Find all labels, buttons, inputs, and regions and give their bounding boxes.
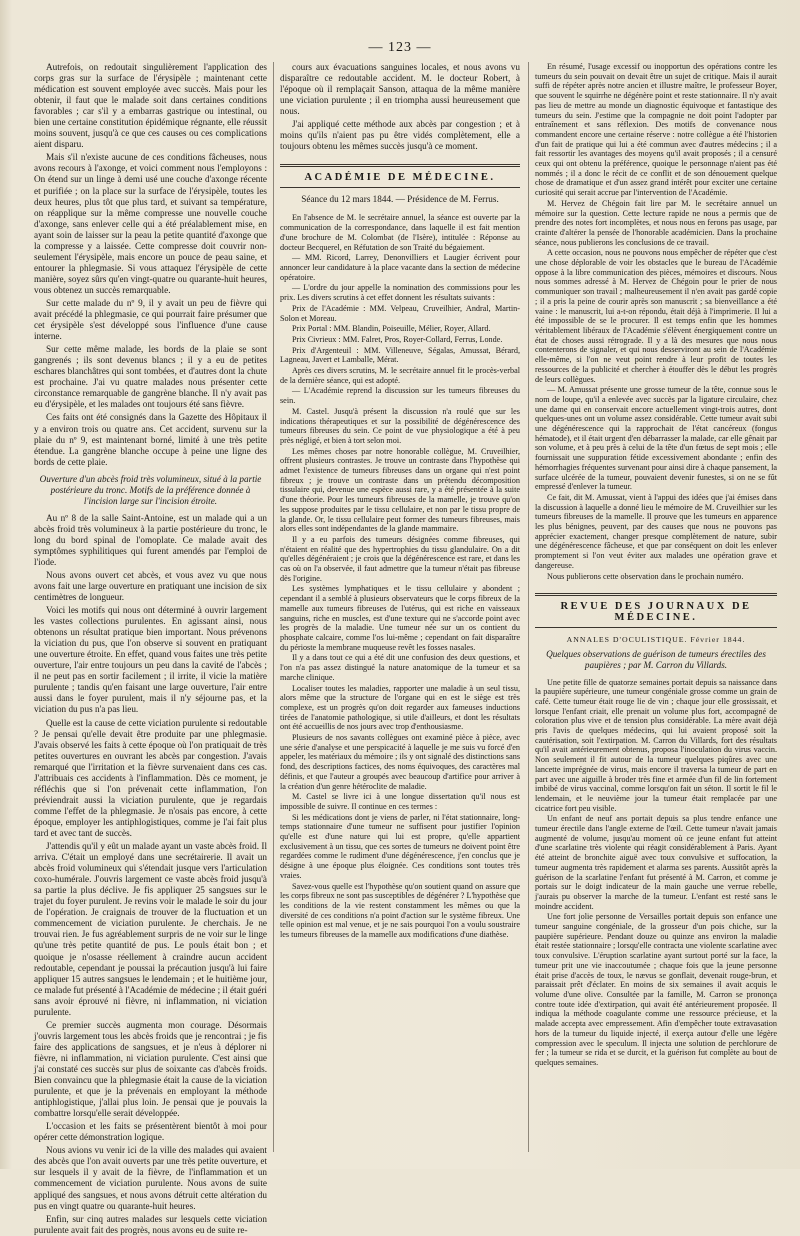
paragraph: Au nº 8 de la salle Saint-Antoine, est un malade qui a un abcès froid très volumineux à la partie postérieure du tronc, le long du bord spinal de l'omoplate. Ce malade avait des symptômes syphilitiques qui furent amendés par l'emploi de l'iode. <box>34 512 267 567</box>
paragraph: Mais s'il n'existe aucune de ces conditions fâcheuses, nous avons recours à l'axonge, et voici comment nous l'employons : On étend sur un linge à demi usé une couche d'axonge récente et purifiée ; on la place sur la surface de l'érysipèle, toutes les deux heures, plus tôt que plus tard, et suivant sa température, on réapplique sur la même compresse une nouvelle couche d'axonge, sans enlever celle qui a été préalablement mise, en ayant soin de laisser sur la peau la petite quantité d'axonge que la compresse y a laissée. Cette compresse doit couvrir non-seulement l'érysipèle, mais encore un pouce de peau saine, et entourer la phlegmasie. Si vous attaquez l'érysipèle de cette manière, soyez sûrs qu'en vingt-quatre ou quarante-huit heures, vous obtenez un succès remarquable. <box>34 152 267 295</box>
paragraph: Quelle est la cause de cette viciation purulente si redoutable ? Je pensai qu'elle devait être produite par une phlegmasie. J'avais observé les faits à cette époque où l'on pratiquait de très petites ouvertures en ouvrant les abcès par congestion. J'avais remarqué que l'irritation et la fièvre survenaient dans ces cas. J'attribuais ces accidents à l'inflammation. Dès ce moment, je réfléchis que si l'on prévenait cette inflammation, l'on préviendrait aussi la viciation purulente, que je regardais comme l'effet de la phlegmasie. Je n'osais pas encore, à cette époque, employer les antiphlogistiques, comme je l'ai fait plus tard et avec tant de succès. <box>34 717 267 838</box>
paragraph: Une fort jolie personne de Versailles portait depuis son enfance une tumeur sanguine congéniale, de la grosseur d'un pois chiche, sur la paupière supérieure. Pendant douze ou quinze ans environ la maladie était restée stationnaire ; lorsqu'elle contracta une violente scarlatine avec toux convulsive. L'éruption scarlatine ayant surtout porté sur la face, la tumeur prit une vie inaccoutumée ; chaque fois que la jeune personne était prise d'accès de toux, le nævus se gonflait, devenait rouge-brun, et paraissait prêt d'éclater. En moins de six semaines il avait acquis le volume d'une olive. Consultée par la famille, M. Carron se prononça contre toute idée d'extirpation, qui avait été antérieurement proposée. Il indiqua la méthode coagulante comme une ressource précieuse, et la malade accepta avec empressement. Afin d'empêcher toute extravasation hors de la tumeur du liquide injecté, il exerça autour d'elle une légère compression avec le speculum. Il injecta une solution de perchlorure de fer ; la tumeur se rida et se durcit, et la guérison fut complète au bout de quelques semaines. <box>535 912 777 1067</box>
paragraph: Nous avons ouvert cet abcès, et vous avez vu que nous avons fait une large ouverture en pratiquant une incision de six centimètres de longueur. <box>34 569 267 603</box>
paragraph: M. Castel se livre ici à une longue dissertation qu'il nous est impossible de suivre. Il continue en ces termes : <box>280 792 520 811</box>
column-left <box>34 62 268 1235</box>
paragraph: Ces faits ont été consignés dans la Gazette des Hôpitaux il y a environ trois ou quatre ans. Cet accident, survenu sur la plaie du nº 9, est maintenant borné, limité à une très petite étendue. La gangrène blanche occupe à peine une ligne des bords de cette plaie. <box>34 412 267 467</box>
paragraph: Plusieurs de nos savants collègues ont examiné pièce à pièce, avec une série d'analyse et une perspicacité à laquelle je me suis vu forcé d'en appeler, les matériaux du mémoire ; ils y ont signalé des distinctions sans fond, des descriptions factices, des noms équivoques, des caractères mal définis, et que l'auteur a groupés avec beaucoup d'artifice pour arriver à la création d'un genre hétéroclite de maladie. <box>280 733 521 791</box>
article-title: Quelques observations de guérison de tumeurs érectiles des paupières ; par M. Carron du Villards. <box>546 649 766 671</box>
paragraph: Enfin, sur cinq autres malades sur lesquels cette viciation purulente avait fait des progrès, nous avons eu de suite re- <box>34 1213 267 1235</box>
paragraph: — MM. Ricord, Larrey, Denonvilliers et Laugier écrivent pour annoncer leur candidature à la place vacante dans la section de médecine opératoire. <box>280 253 520 282</box>
paragraph: Les mêmes choses par notre honorable collègue, M. Cruveilhier, offrent plusieurs contrastes. Je trouve un contraste dans l'hypothèse qui admet l'existence de tumeurs fibreuses dans un organe qui n'est point fibreux ; je trouve un contraste dans un prétendu décomposition tissulaire qui, devenue une espèce aussi rare, y a été présentée à la suite d'une théorie. Pour les tumeurs fibreuses de la mamelle, je trouve qu'on les suppose produites par le tissu cellulaire, et non par le tissu propre de la glande. Or, le tissu cellulaire peut former des tumeurs fibreuses, mais alors elles sont indépendantes de la glande mammaire. <box>280 446 520 534</box>
paragraph: Il y a dans tout ce qui a été dit une confusion des deux questions, et l'on n'a pas assez distingué la nature anatomique de la tumeur et sa marche clinique. <box>280 653 520 682</box>
paragraph: Si les médications dont je viens de parler, ni l'état stationnaire, long-temps stationnaire d'une tumeur ne suffisent pour justifier l'opinion qu'elle est d'une nature qui lui est propre, qu'elle appartient exclusivement à un tissu, que ces sortes de tumeurs ne doivent point être regardées comme le rudiment d'une dégénérescence, j'en conclus que je désigne à une époque plus éloignée. Ces conditions sont toutes très vraies. <box>280 812 520 880</box>
column-middle <box>280 62 520 1158</box>
paragraph: Voici les motifs qui nous ont déterminé à ouvrir largement les vastes collections purulentes. En agissant ainsi, nous obtenons un résultat pratique bien important. Nous prévenons la viciation du pus, que l'on observe si souvent en pratiquant une ouverture étroite. En effet, quand vous faites une très petite ouverture, l'air entre toujours un peu dans la cavité de l'abcès ; il ne peut pas en sortir facilement ; il irrite, il vicie la matière purulente ; tandis qu'en faisant une large ouverture, l'air entre aussi dans le foyer purulent, mais il n'y séjourne pas, et la viciation du pus n'a pas lieu. <box>34 605 268 715</box>
paragraph: — M. Amussat présente une grosse tumeur de la tête, connue sous le nom de loupe, qu'il a enlevée avec succès par la ligature circulaire, chez une dame qui en conservait encore actuellement vingt-trois autres, dont quelques-unes ont un volume assez considérable. Cette tumeur avait subi une dégénérescence qui la rapprochait de l'état cancéreux (fongus hématode), et il était urgent d'en débarrasser la malade, car elle gênait par son volume, et à peu près à celui de la tête d'un fœtus de sept mois ; elle fournissait une suppuration fétide excessivement abondante ; enfin des hémorrhagies fréquentes survenant pour ainsi dire à chaque pansement, la surface ulcérée de la tumeur, pouvaient devenir funestes, si on ne se fût empressé d'enlever la tumeur. <box>535 385 777 492</box>
paragraph: Après ces divers scrutins, M. le secrétaire annuel fit le procès-verbal de la dernière séance, qui est adopté. <box>280 366 520 385</box>
paragraph: L'occasion et les faits se présentèrent bientôt à moi pour opérer cette démonstration logique. <box>34 1121 267 1143</box>
paragraph: Ce fait, dit M. Amussat, vient à l'appui des idées que j'ai émises dans la discussion à laquelle a donné lieu le mémoire de M. Cruveilhier sur les tumeurs fibreuses de la mamelle. Il prouve que les tumeurs en apparence les plus bénignes, peuvent, par des causes que nous ne pouvons pas apprécier exactement, changer presque complètement de nature, subir une dégénérescence fâcheuse, et que par conséquent on doit les enlever promptement si l'on veut éviter aux malades une opération grave et dangereuse. <box>535 492 777 570</box>
page-number: — 123 — <box>368 40 432 55</box>
paragraph: Ce premier succès augmenta mon courage. Désormais j'ouvris largement tous les abcès froids que je rencontrai ; je fis faire des applications de sangsues, et je n'eus à déplorer ni fièvre, ni inflammation, ni viciation purulente. C'est ainsi que j'ai constaté ces succès sur plus de soixante cas d'abcès froids. Bien convaincu que la phlegmasie était la cause de la viciation purulente, et que je la prévenais en employant la méthode antiphlogistique, j'allai plus loin. Je pensai que je pouvais la combattre lorsqu'elle serait développée. <box>34 1019 267 1119</box>
paragraph: Sur cette même malade, les bords de la plaie se sont gangrenés ; ils sont devenus blancs ; il y a eu de petites eschares blanchâtres qui sont tombées, et d'autres dont la chute est prochaine. J'ai vu quatre malades nous présenter cette circonstance remarquable de gangrène blanche. Il n'y avait pas eu d'érysipèle, et les malades ont toujours été sans fièvre. <box>34 344 267 410</box>
paragraph: M. Castel. Jusqu'à présent la discussion n'a roulé que sur les indications thérapeutiques et sur la possibilité de dégénérescence des tumeurs fibreuses du sein. Ce point de vue physiologique a été à peu près négligé, et bien à tort selon moi. <box>280 406 520 445</box>
section-subhead: Ouverture d'un abcès froid très volumineux, situé à la partie postérieure du tronc. Motifs de la préférence donnée à l'incision large sur l'incision étroite. <box>39 473 262 506</box>
paragraph: En résumé, l'usage excessif ou inopportun des opérations contre les tumeurs du sein pouvait on devait être un sujet de critique. Mais il aurait suffi de répéter après notre ancien et illustre maître, le professeur Boyer, que souvent le squirrhe ne dégénère point et reste stationnaire. Il n'y avait pas lieu de mettre au monde un diagnostic équivoque et fantastique des tumeurs du sein. J'estime que la compagnie ne doit point l'adopter par entraînement et sans réflexion. Des motifs de convenance nous commandent encore une certaine réserve : notre collègue a été l'historien d'un fait de pratique qui lui a été commun avec d'autres médecins ; il a fait ressortir les avantages des moyens qu'il avait proposés ; il a censuré ceux qui ont obtenu la préférence, quoique le personnage n'aient pas été nommés ; il a donc le récit de ce conflit et de son dénouement quelque chose de dramatique et d'un assez grand intérêt pour exciter une certaine curiosité qui serait accrue par l'intervention de l'Académie. <box>535 62 777 198</box>
session-report <box>280 213 520 939</box>
column-rule-left <box>273 62 274 1152</box>
paragraph: J'ai appliqué cette méthode aux abcès par congestion ; et à moins qu'ils n'aient pas pu être vidés complètement, elle a toujours obtenu les mêmes succès jusqu'à ce moment. <box>280 119 520 152</box>
paragraph: Les systèmes lymphatiques et le tissu cellulaire y abondent ; cependant il a semblé à plusieurs observateurs que le corps fibreux de la mamelle aux tumeurs fibreuses de l'utérus, qui est riche en vaisseaux sanguins, riche en muscles, est d'une texture qui ne s'accorde point avec les progrès de la maladie. Une tumeur née sur un os contient du phosphate calcaire, comme l'os lui-même ; cependant on fait disparaître du périoste la membrane muqueuse revêt les fosses nasales. <box>280 584 520 652</box>
paragraph: Prix de l'Académie : MM. Velpeau, Cruveilhier, Andral, Martin-Solon et Moreau. <box>280 303 520 323</box>
paragraph: A cette occasion, nous ne pouvons nous empêcher de répéter que c'est une chose déplorable de voir les obstacles que le bureau de l'Académie oppose à la libre communication des pièces, mémoires et discours. Nous nous sommes adressé à M. Hervez de Chégoin pour le prier de nous communiquer son travail ; malheureusement il n'en avait pas gardé copie ; il a pris la peine de courir après son manuscrit ; sa bienveillance a été vaine : le manuscrit, lui a-t-on répondu, était déjà à l'imprimerie. Il lui a été impossible de se le procurer. Il est temps enfin que les hommes véritablement libéraux de l'Académie s'élèvent énergiquement contre un état de choses aussi rétrograde. Il y a là des mesures que nous nous contenterons de signaler, et qui nous desserviront au sein de l'Académie elle-même, si l'on ne veut point rendre à leur profit de toutes les ressources de la publicité et chercher à étouffer dès le début les progrès de leurs collègues. <box>535 248 777 384</box>
column-right <box>535 62 777 1158</box>
paragraph: Sur cette malade du nº 9, il y avait un peu de fièvre qui avait précédé la phlegmasie, ce qui pourrait faire présumer que cet érysipèle s'est développé sous l'influence d'une cause interne. <box>34 297 267 342</box>
review-article <box>535 678 777 1068</box>
paragraph: Un enfant de neuf ans portait depuis sa plus tendre enfance une tumeur érectile dans l'angle externe de l'œil. Cette tumeur n'avait jamais augmenté de volume, jusqu'au moment où ce jeune enfant fut atteint d'une scarlatine très violente qui réagit considérablement à Paris. Ayant été atteint de bronchite aiguë avec toux convulsive et suffocation, la tumeur augmenta très rapidement et alarma ses parents. Aussitôt après la guérison de la scarlatine l'enfant fut présenté à M. Carron, et comme je portais sur le doigt indicateur de la main gauche une verrue rebelle, j'aurais pu observer la marche de la tumeur. L'enfant est resté sans le moindre accident. <box>535 814 777 911</box>
paragraph: — L'Académie reprend la discussion sur les tumeurs fibreuses du sein. <box>280 386 520 406</box>
paragraph: — L'ordre du jour appelle la nomination des commissions pour les prix. Les divers scrutins à cet effet donnent les résultats suivants : <box>280 283 520 303</box>
journal-source: ANNALES D'OCULISTIQUE. Février 1844. <box>566 635 746 645</box>
paragraph: Autrefois, on redoutait singulièrement l'application des corps gras sur la surface de l'érysipèle ; maintenant cette médication est souvent employée avec succès. Mais pour les obtenir, il faut que le malade soit dans certaines conditions favorables ; car s'il y a embarras gastrique ou intestinal, ou bien une certaine constitution épidémique régnante, elle réussit moins souvent, jusqu'à ce que ces causes ou ces complications aient disparu. <box>34 62 267 150</box>
paragraph: M. Hervez de Chégoin fait lire par M. le secrétaire annuel un mémoire sur la question. Cette lecture rapide ne nous a permis que de prendre des notes fort incomplètes, et nous nous en ferons pas usage, par crainte d'altérer la pensée de l'honorable académicien. Dans la prochaine séance, nous publierons les conclusions de ce travail. <box>535 198 777 247</box>
section-heading-academie: ACADÉMIE DE MÉDECINE. <box>280 164 520 188</box>
paragraph: cours aux évacuations sanguines locales, et nous avons vu disparaître ce redoutable accident. M. le docteur Robert, à l'époque où il remplaçait Sanson, attaqua de la même manière une viciation purulente ; il en triompha aussi heureusement que nous. <box>280 62 520 117</box>
paragraph: J'attendis qu'il y eût un malade ayant un vaste abcès froid. Il arriva. C'était un employé dans une secrétairerie. Il avait un abcès froid volumineux qui s'étendait jusque vers l'articulation coxo-humérale. J'ouvris largement ce vaste abcès froid jusqu'à sa partie la plus déclive. Je fis appliquer 25 sangsues sur le trajet du foyer purulent. Je revins voir le malade le soir du jour de l'opération. Je craignais de trouver de la fluctuation et un commencement de viciation purulente. Je cherchais. Je ne trouvai rien. Je fus agréablement surpris de ne voir sur le linge qu'une très petite quantité de pus. Le pouls était bon ; et quoique je n'osasse réellement à craindre aucun accident redoutable, cependant je poussai la précaution jusqu'à lui faire appliquer 15 autres sangsues le lendemain ; et le huitième jour, ce malade fut présenté à l'Académie de médecine ; il était guéri sans avoir éprouvé ni fièvre, ni inflammation, ni viciation purulente. <box>34 841 267 1017</box>
paragraph: Prix Portal : MM. Blandin, Poiseuille, Mélier, Royer, Allard. <box>292 324 491 334</box>
paragraph: Localiser toutes les maladies, rapporter une maladie à un seul tissu, alors même que la structure de l'organe qui en est le siège est très complexe, est un progrès qu'on doit regarder aux fameuses inductions tirées de l'anatomie pathologique, si utile d'ailleurs, et dont les résultats ont été accueillis de nos jours avec trop d'enthousiasme. <box>280 683 520 732</box>
session-report-continued <box>535 62 777 581</box>
paragraph: Prix d'Argenteuil : MM. Villeneuve, Ségalas, Amussat, Bérard, Lagneau, Javert et Lamballe, Mérat. <box>280 345 520 365</box>
paragraph: Nous publierons cette observation dans le prochain numéro. <box>547 571 744 581</box>
session-line: Séance du 12 mars 1844. — Présidence de M. Ferrus. <box>301 194 499 205</box>
paragraph: Une petite fille de quatorze semaines portait depuis sa naissance dans la paupière supérieure, une tumeur congéniale grosse comme un grain de café. Cette tumeur était rouge lie de vin ; chaque jour elle grossissait, et lorsque l'enfant criait, elle prenait un volume plus fort, accompagné de coloration plus vive et de tension plus considérable. La mère avait déjà pris l'avis de quelques médecins, qui lui avaient proposé soit la cautérisation, soit l'extirpation. M. Carron du Villards, fort des résultats qu'il avait antérieurement obtenus, proposa l'inoculation du virus vaccin. Non seulement il fit autour de la tumeur quelques piqûres avec une lancette imprégnée de virus, mais encore il traversa la tumeur de part en part avec une aiguille à broder très fine et armée d'un fil de lin fortement imbibé de virus vaccinal, comme lorsqu'on fait un séton. Il sortit le fil le lendemain, et le neuvième jour la tumeur était remplacée par une cicatrice fort peu visible. <box>535 677 777 813</box>
paragraph: En l'absence de M. le secrétaire annuel, la séance est ouverte par la communication de la correspondance, dans laquelle il est fait mention d'une brochure de M. Colombat (de l'Isère), intitulée : Réponse au docteur Becquerel, en Réfutation de son Traité du bégaiement. <box>280 213 520 252</box>
paragraph: Prix Civrieux : MM. Falret, Pros, Royer-Collard, Ferrus, Londe. <box>292 334 503 344</box>
paragraph: Nous avions vu venir ici de la ville des malades qui avaient des abcès que l'on avait ouverts par une très petite ouverture, et sur lesquels il y avait de la fièvre, de l'inflammation et un commencement de viciation purulente. Nous avons de suite appliqué des sangsues, et nous avons détruit cette altération du pus en vingt quatre ou quarante-huit heures. <box>34 1145 267 1211</box>
paragraph: Savez-vous quelle est l'hypothèse qu'on soutient quand on assure que les corps fibreux ne sont pas susceptibles de dégénérer ? L'hypothèse que les conditions de la vie restent constamment les mêmes ou que la diversité de ces conditions n'a point d'action sur le système fibreux. Une telle opinion est mal venue, et je ne sais pourquoi l'on a voulu soustraire les tumeurs fibreuses de la mamelle aux modifications d'une diathèse. <box>280 881 520 940</box>
column-rule-right <box>528 62 529 1152</box>
paragraph: Il y a eu parfois des tumeurs désignées comme fibreuses, qui n'étaient en réalité que des hypertrophies du tissu glandulaire. On a dit qu'elles dégénéraient ; je crois que la dégénérescence est rare, et dans les cas où on l'a observée, il faut admettre que la tumeur n'était pas fibreuse dès l'origine. <box>280 534 520 583</box>
section-heading-revue: REVUE DES JOURNAUX DE MÉDECINE. <box>535 593 777 628</box>
